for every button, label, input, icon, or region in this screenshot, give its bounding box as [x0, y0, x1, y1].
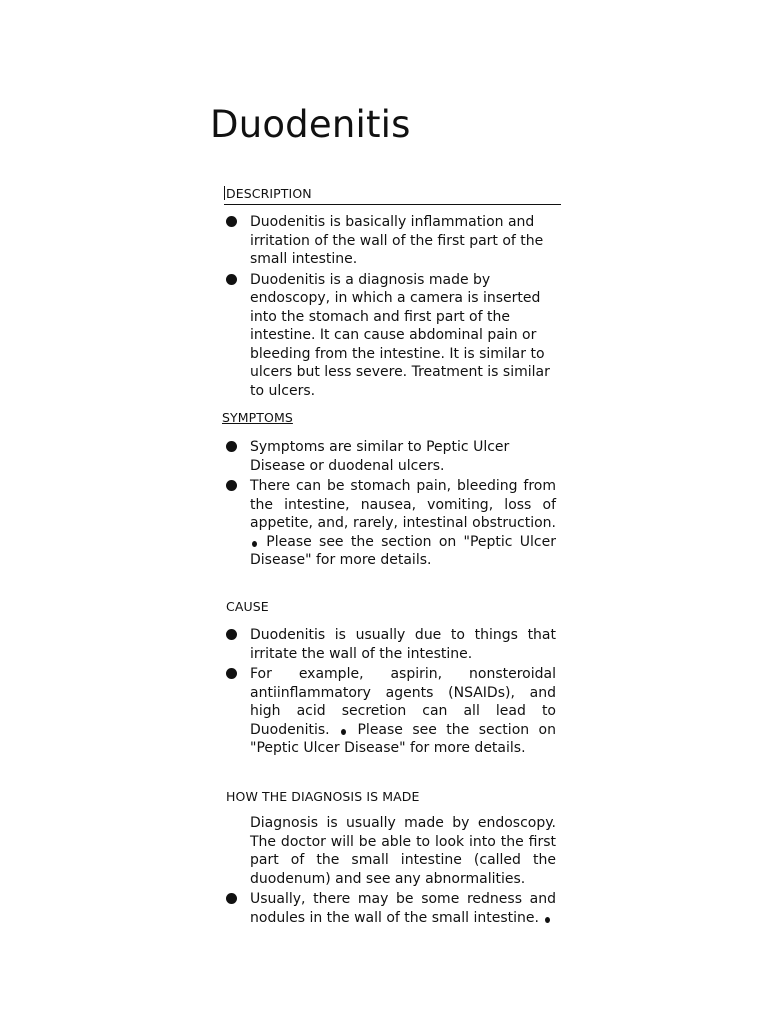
section-heading-symptoms: SYMPTOMS	[222, 410, 293, 425]
bullet-icon	[226, 668, 237, 679]
list-item-text: Please see the section on "Peptic Ulcer Disease" for more details.	[250, 721, 557, 756]
list-item-text: Symptoms are similar to Peptic Ulcer Disease or duodenal ulcers.	[250, 439, 510, 474]
inline-bullet-icon	[341, 729, 346, 735]
bullet-icon	[226, 480, 237, 491]
list-item-text: Usually, there may be some redness and nodules in the wall of the small intestine.	[250, 891, 556, 926]
section-heading-diagnosis: HOW THE DIAGNOSIS IS MADE	[226, 789, 420, 804]
section-heading-cause: CAUSE	[226, 599, 269, 614]
symptoms-list	[224, 438, 556, 572]
bullet-icon	[226, 216, 237, 227]
bullet-icon	[226, 274, 237, 285]
list-item-text: Duodenitis is a diagnosis made by endoscopy, in which a camera is inserted into the stomach and first part of the intestine. It can cause abdominal pain or bleeding from the intestine. It is similar to ulcers but less severe. Treatment is similar to ulcers.	[250, 271, 550, 399]
list-item-text: For example, aspirin, nonsteroidal antiinflammatory agents (NSAIDs), and high acid secretion can all lead to Duodenitis.	[250, 666, 556, 738]
list-item-text: There can be stomach pain, bleeding from the intestine, nausea, vomiting, loss of appetite, and, rarely, intestinal obstruction.	[250, 478, 556, 531]
list-item	[224, 626, 556, 663]
description-list	[224, 213, 556, 402]
bullet-icon	[226, 629, 237, 640]
list-item	[224, 477, 556, 570]
section-heading-description-text: DESCRIPTION	[226, 186, 312, 201]
list-item-text: Please see the section on "Peptic Ulcer Disease" for more details.	[250, 533, 556, 568]
list-item-text: Duodenitis is usually due to things that irritate the wall of the intestine.	[250, 627, 556, 662]
list-item	[224, 890, 556, 927]
list-item	[224, 814, 556, 888]
document-title: Duodenitis	[210, 103, 411, 146]
list-item	[224, 213, 556, 269]
inline-bullet-icon	[252, 541, 257, 547]
list-item-text: Diagnosis is usually made by endoscopy. The doctor will be able to look into the first part of the small intestine (called the duodenum) and see any abnormalities.	[250, 815, 556, 887]
cause-list	[224, 626, 556, 760]
list-item-text: Duodenitis is basically inflammation and irritation of the wall of the first part of the small intestine.	[250, 214, 544, 267]
text-cursor	[224, 186, 225, 200]
section-heading-description	[224, 186, 561, 205]
diagnosis-list	[224, 814, 556, 929]
inline-bullet-icon	[545, 917, 550, 923]
list-item	[224, 271, 556, 401]
list-item	[224, 438, 556, 475]
list-item	[224, 665, 556, 758]
bullet-icon	[226, 441, 237, 452]
bullet-icon	[226, 893, 237, 904]
